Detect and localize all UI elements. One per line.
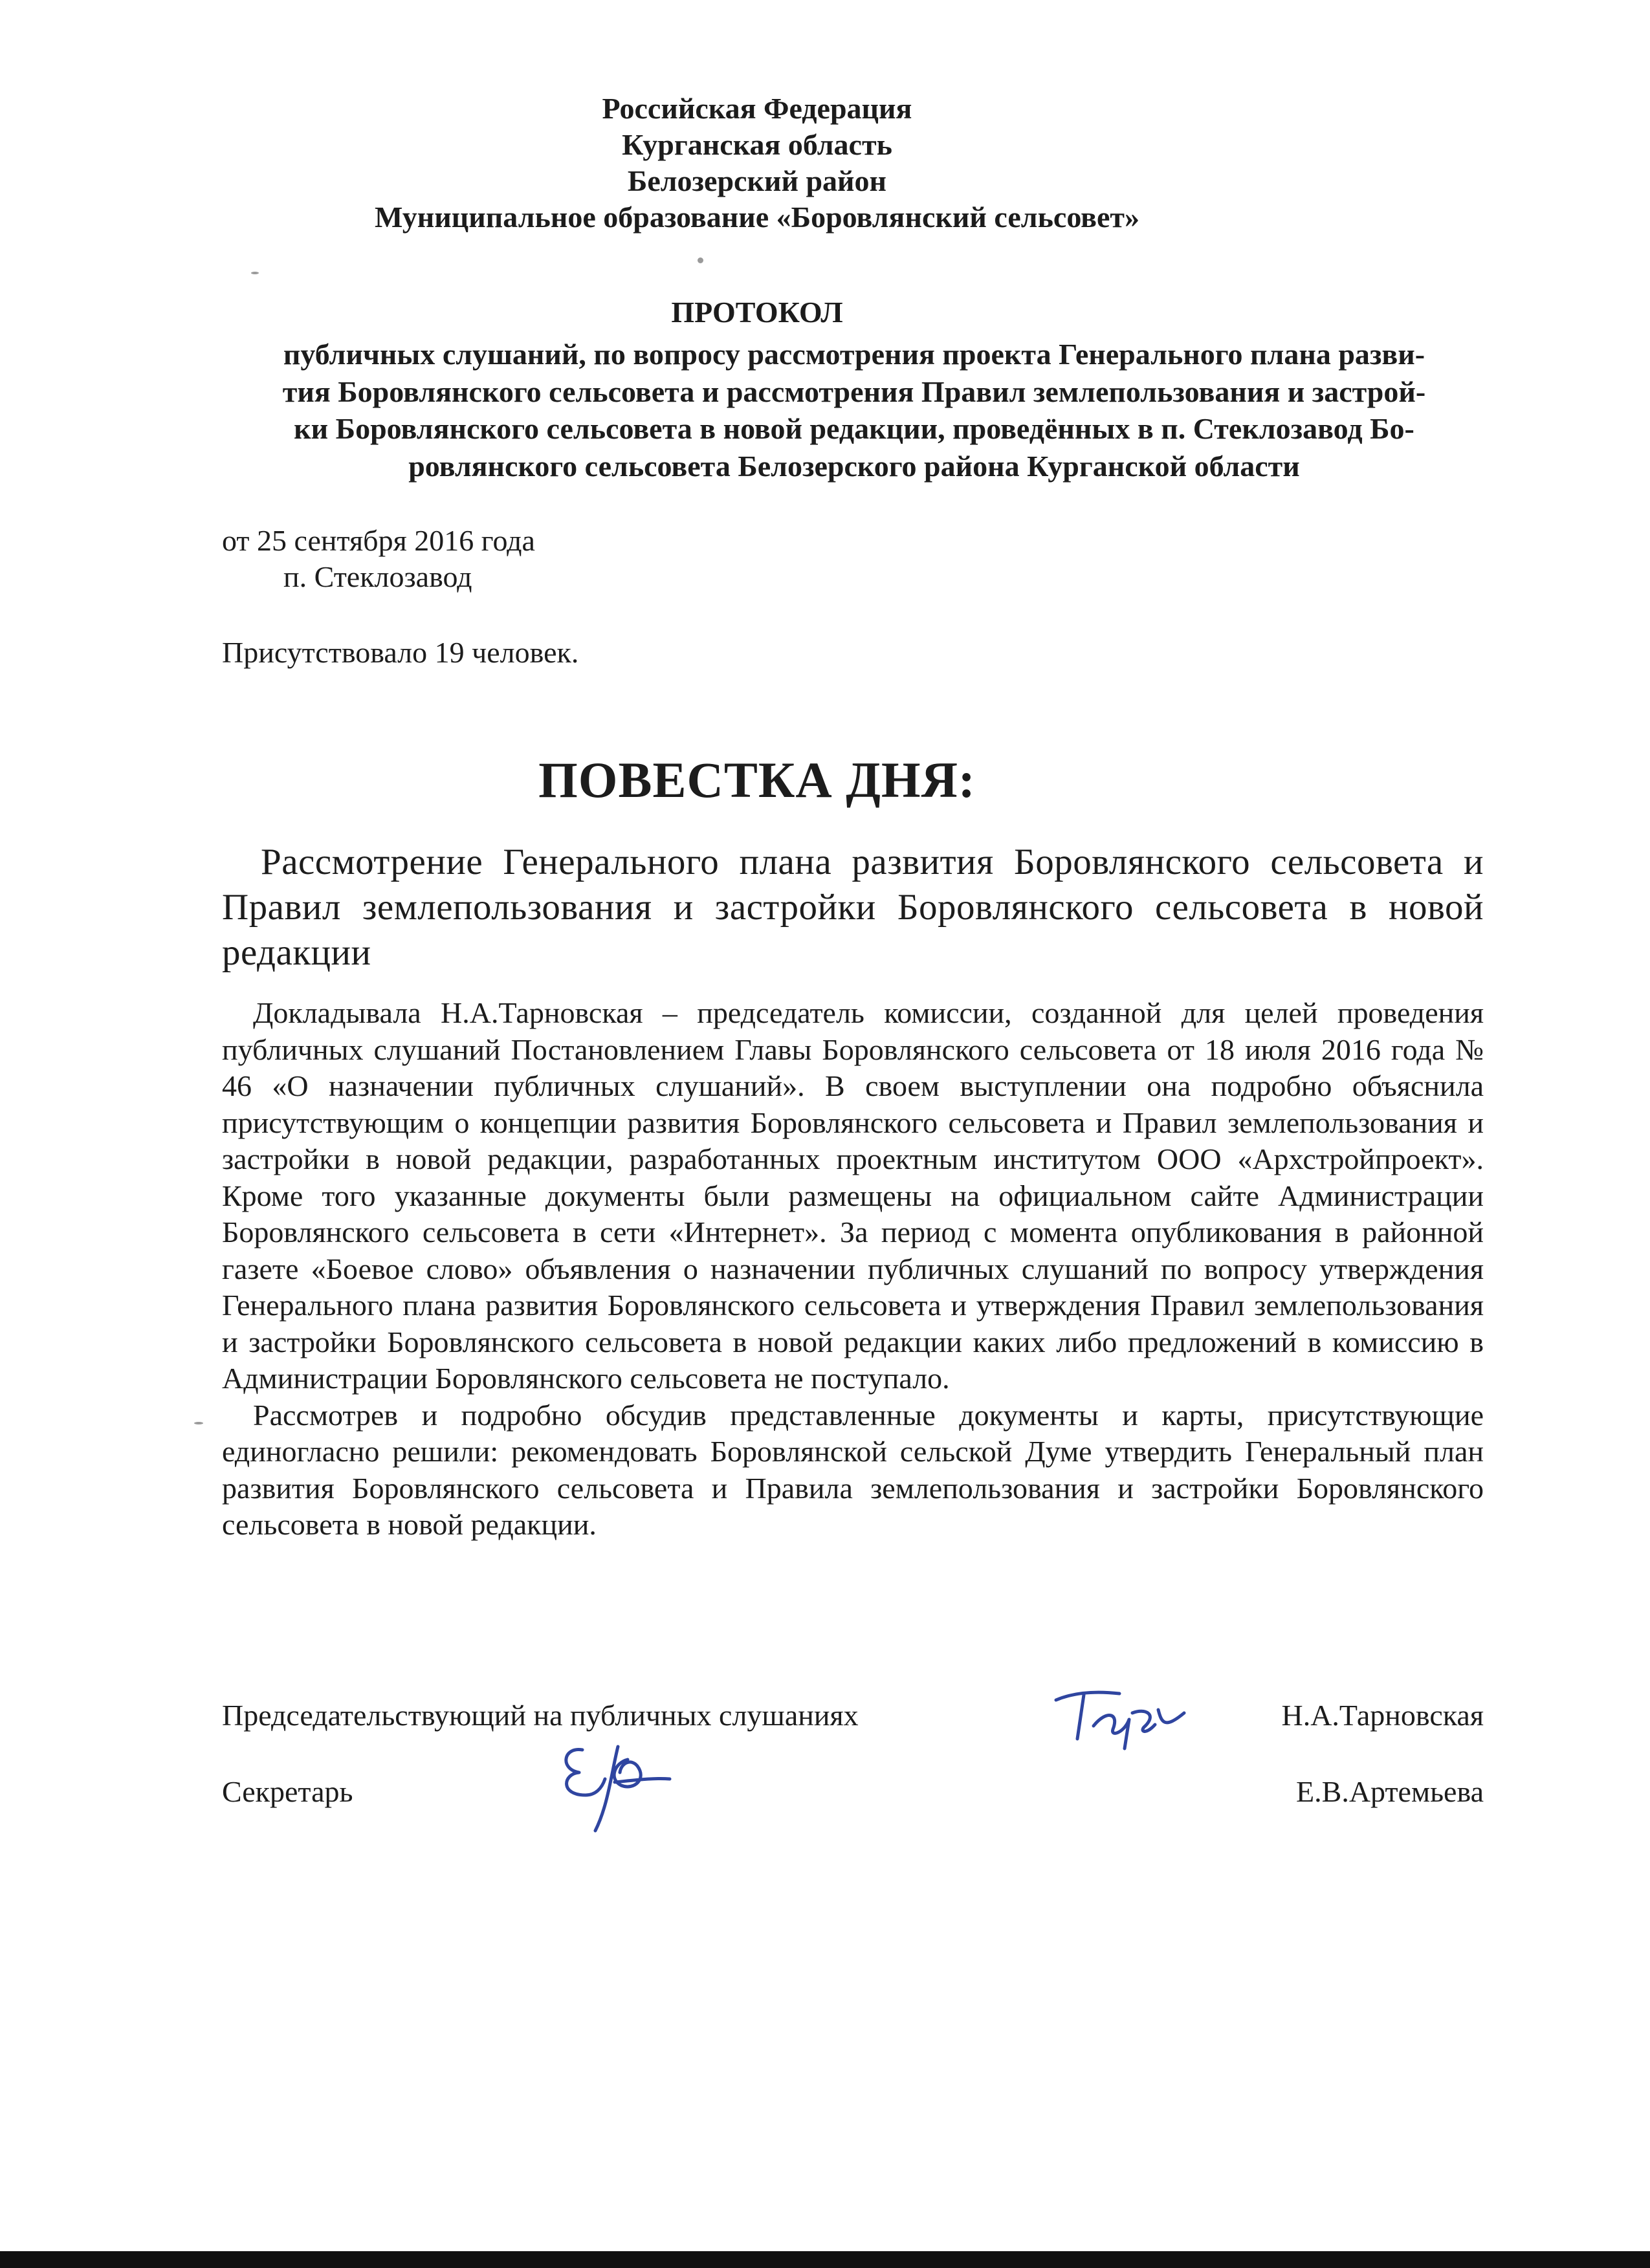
- secretary-name: Е.В.Артемьева: [1296, 1775, 1484, 1808]
- secretary-signature-row: [222, 1774, 1484, 1813]
- secretary-handwritten-signature: [550, 1734, 679, 1837]
- chair-signature-row: [222, 1697, 1484, 1736]
- protocol-body: [222, 995, 1484, 1543]
- agenda-title: ПОВЕСТКА ДНЯ:: [538, 752, 976, 808]
- secretary-title: Секретарь: [222, 1775, 353, 1808]
- scan-speck: [698, 257, 703, 263]
- scan-edge-bar: [0, 2251, 1650, 2268]
- header-municipality: Муниципальное образование «Боровлянский сельсовет»: [374, 201, 1140, 234]
- scan-speck: [251, 272, 259, 274]
- protocol-place: п. Стеклозавод: [283, 560, 472, 593]
- protocol-subtitle-line: ки Боровлянского сельсовета в новой редакции, проведённых в п. Стеклозавод Бо-: [294, 412, 1414, 445]
- protocol-date: от 25 сентября 2016 года: [222, 524, 535, 557]
- protocol-subtitle: [223, 336, 1485, 485]
- scan-speck: [194, 1422, 203, 1424]
- attendance-count: Присутствовало 19 человек.: [222, 636, 579, 669]
- header-district: Белозерский район: [627, 164, 887, 197]
- header-region: Курганская область: [622, 128, 892, 161]
- body-paragraph-decision: Рассмотрев и подробно обсудив представленные документы и карты, присутствующие единогласно решили: рекомендовать Боровлянской сельской Думе утвердить Генеральный план развития Боровлянского сельсовета и Правила землепользования и застройки Боровлянского сельсовета в новой редакции.: [222, 1398, 1484, 1541]
- protocol-subtitle-line: тия Боровлянского сельсовета и рассмотрения Правил землепользования и застрой-: [282, 375, 1426, 408]
- protocol-subtitle-line: ровлянского сельсовета Белозерского района Курганской области: [408, 449, 1300, 483]
- body-paragraph-report: Докладывала Н.А.Тарновская – председатель комиссии, созданной для целей проведения публичных слушаний Постановлением Главы Боровлянского сельсовета от 18 июля 2016 года № 46 «О назначении публичных слушаний». В своем выступлении она подробно объяснила присутствующим о концепции развития Боровлянского сельсовета и Правил землепользования и застройки в новой редакции, разработанных проектным институтом ООО «Архстройпроект». Кроме того указанные документы были размещены на официальном сайте Администрации Боровлянского сельсовета в сети «Интернет». За период с момента опубликования в районной газете «Боевое слово» объявления о назначении публичных слушаний по вопросу утверждения Генерального плана развития Боровлянского сельсовета и утверждения Правил землепользования и застройки Боровлянского сельсовета в новой редакции каких либо предложений в комиссию в Администрации Боровлянского сельсовета не поступало.: [222, 996, 1484, 1395]
- header-country: Российская Федерация: [602, 92, 912, 125]
- protocol-subtitle-line: публичных слушаний, по вопросу рассмотрения проекта Генерального плана разви-: [283, 338, 1425, 371]
- document-header: [194, 91, 1320, 235]
- agenda-text: Рассмотрение Генерального плана развития Боровлянского сельсовета и Правил землепользования и застройки Боровлянского сельсовета в новой редакции: [222, 842, 1484, 973]
- chair-title: Председательствующий на публичных слушаниях: [222, 1699, 859, 1732]
- chair-handwritten-signature: [1048, 1674, 1197, 1752]
- chair-name: Н.А.Тарновская: [1281, 1699, 1484, 1732]
- protocol-title: ПРОТОКОЛ: [671, 296, 843, 329]
